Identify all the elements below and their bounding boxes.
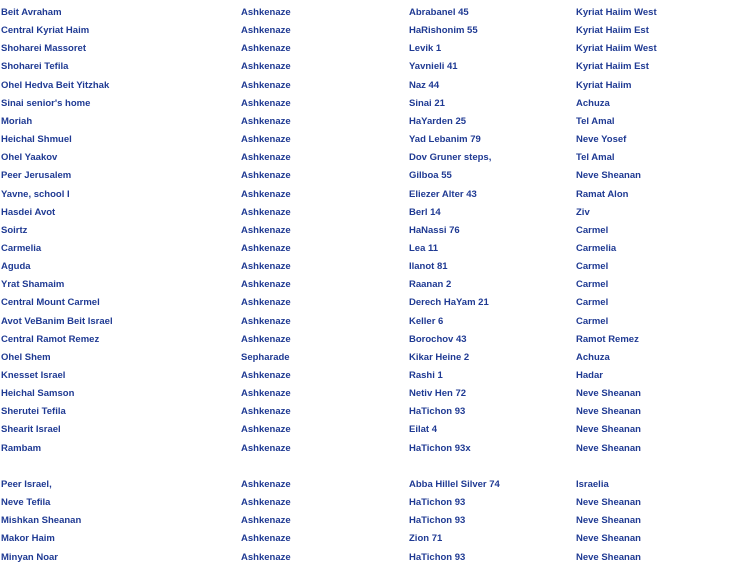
table-row <box>0 315 749 329</box>
address-cell: HaRishonim 55 <box>409 25 478 37</box>
address-cell: Kikar Heine 2 <box>409 351 470 363</box>
synagogue-name-cell: Shearit Israel <box>1 424 61 436</box>
address-cell: Levik 1 <box>409 43 442 55</box>
neighborhood-cell: Carmel <box>576 315 609 327</box>
synagogue-name-cell: Central Ramot Remez <box>1 333 100 345</box>
address-cell: Eliezer Alter 43 <box>409 188 477 200</box>
table-row <box>0 115 749 129</box>
rite-cell: Ashkenaze <box>241 388 291 400</box>
rite-cell: Ashkenaze <box>241 97 291 109</box>
synagogue-name-cell: Heichal Samson <box>1 388 75 400</box>
rite-cell: Ashkenaze <box>241 224 291 236</box>
table-row <box>0 351 749 365</box>
address-cell: Keller 6 <box>409 315 444 327</box>
synagogue-name-cell: Soirtz <box>1 224 28 236</box>
rite-cell: Ashkenaze <box>241 43 291 55</box>
neighborhood-cell: Carmelia <box>576 242 617 254</box>
rite-cell: Ashkenaze <box>241 206 291 218</box>
neighborhood-cell: Neve Sheanan <box>576 170 641 182</box>
synagogue-name-cell: Ohel Yaakov <box>1 152 58 164</box>
table-row <box>0 423 749 437</box>
synagogue-name-cell: Avot VeBanim Beit Israel <box>1 315 113 327</box>
table-row <box>0 97 749 111</box>
address-cell: HaTichon 93 <box>409 551 466 563</box>
synagogue-name-cell: Central Mount Carmel <box>1 297 100 309</box>
neighborhood-cell: Neve Sheanan <box>576 388 641 400</box>
synagogue-name-cell: Minyan Noar <box>1 551 59 563</box>
neighborhood-cell: Neve Sheanan <box>576 515 641 527</box>
synagogue-name-cell: Aguda <box>1 261 31 273</box>
rite-cell: Ashkenaze <box>241 515 291 527</box>
table-row <box>0 60 749 74</box>
rite-cell: Ashkenaze <box>241 497 291 509</box>
rite-cell: Ashkenaze <box>241 478 291 490</box>
table-row <box>0 42 749 56</box>
address-cell: Abrabanel 45 <box>409 7 469 18</box>
synagogue-name-cell: Moriah <box>1 115 33 127</box>
table-row <box>0 532 749 546</box>
address-cell: HaTichon 93x <box>409 442 471 454</box>
table-row <box>0 151 749 165</box>
neighborhood-cell: Ramot Remez <box>576 333 639 345</box>
table-row <box>0 242 749 256</box>
table-row <box>0 496 749 510</box>
synagogue-name-cell: Peer Israel, <box>1 478 52 490</box>
neighborhood-cell: Ramat Alon <box>576 188 629 200</box>
table-row <box>0 79 749 93</box>
rite-cell: Ashkenaze <box>241 551 291 563</box>
synagogue-name-cell: Knesset Israel <box>1 370 66 381</box>
rite-cell: Sepharade <box>241 351 290 363</box>
rite-cell: Ashkenaze <box>241 188 291 200</box>
address-cell: Berl 14 <box>409 206 441 218</box>
rite-cell: Ashkenaze <box>241 134 291 146</box>
neighborhood-cell: Carmel <box>576 279 609 291</box>
neighborhood-cell: Neve Sheanan <box>576 442 641 454</box>
table-row <box>0 405 749 419</box>
blank-row <box>0 460 749 474</box>
table-row <box>0 478 749 492</box>
rite-cell: Ashkenaze <box>241 333 291 345</box>
table-row <box>0 369 749 383</box>
address-cell: Ilanot 81 <box>409 261 448 273</box>
neighborhood-cell: Tel Amal <box>576 152 615 164</box>
neighborhood-cell: Carmel <box>576 224 609 236</box>
table-row <box>0 260 749 274</box>
table-row <box>0 24 749 38</box>
address-cell: HaTichon 93 <box>409 515 466 527</box>
address-cell: Naz 44 <box>409 79 440 91</box>
synagogue-name-cell: Carmelia <box>1 242 42 254</box>
synagogue-name-cell: Mishkan Sheanan <box>1 515 82 527</box>
synagogue-name-cell: Beit Avraham <box>1 7 62 18</box>
neighborhood-cell: Carmel <box>576 261 609 273</box>
table-row <box>0 133 749 147</box>
neighborhood-cell: Kyriat Haiim West <box>576 43 657 55</box>
address-cell: Abba Hillel Silver 74 <box>409 478 500 490</box>
rite-cell: Ashkenaze <box>241 25 291 37</box>
neighborhood-cell: Carmel <box>576 297 609 309</box>
address-cell: HaTichon 93 <box>409 497 466 509</box>
rite-cell: Ashkenaze <box>241 424 291 436</box>
neighborhood-cell: Achuza <box>576 97 610 109</box>
address-cell: Derech HaYam 21 <box>409 297 489 309</box>
neighborhood-cell: Neve Sheanan <box>576 424 641 436</box>
neighborhood-cell: Kyriat Haiim West <box>576 7 657 18</box>
table-row <box>0 387 749 401</box>
neighborhood-cell: Achuza <box>576 351 610 363</box>
neighborhood-cell: Neve Sheanan <box>576 533 641 545</box>
address-cell: Eilat 4 <box>409 424 437 436</box>
table-row <box>0 333 749 347</box>
rite-cell: Ashkenaze <box>241 406 291 418</box>
table-row <box>0 514 749 528</box>
synagogue-name-cell: Makor Haim <box>1 533 55 545</box>
address-cell: Lea 11 <box>409 242 439 254</box>
synagogue-name-cell: Hasdei Avot <box>1 206 56 218</box>
table-row <box>0 206 749 220</box>
table-row <box>0 6 749 20</box>
neighborhood-cell: Neve Yosef <box>576 134 627 146</box>
neighborhood-cell: Neve Sheanan <box>576 406 641 418</box>
address-cell: Zion 71 <box>409 533 443 545</box>
address-cell: Sinai 21 <box>409 97 445 109</box>
address-cell: Yavnieli 41 <box>409 61 458 73</box>
address-cell: Netiv Hen 72 <box>409 388 467 400</box>
address-cell: HaNassi 76 <box>409 224 460 236</box>
address-cell: Yad Lebanim 79 <box>409 134 481 146</box>
rite-cell: Ashkenaze <box>241 297 291 309</box>
rite-cell: Ashkenaze <box>241 370 291 381</box>
rite-cell: Ashkenaze <box>241 279 291 291</box>
synagogue-name-cell: Central Kyriat Haim <box>1 25 90 37</box>
rite-cell: Ashkenaze <box>241 7 291 18</box>
synagogue-name-cell: Peer Jerusalem <box>1 170 72 182</box>
rite-cell: Ashkenaze <box>241 315 291 327</box>
synagogue-name-cell: Sinai senior's home <box>1 97 91 109</box>
synagogue-name-cell: Rambam <box>1 442 42 454</box>
neighborhood-cell: Kyriat Haiim Est <box>576 61 649 73</box>
table-row <box>0 442 749 456</box>
rite-cell: Ashkenaze <box>241 170 291 182</box>
neighborhood-cell: Neve Sheanan <box>576 497 641 509</box>
neighborhood-cell: Kyriat Haiim Est <box>576 25 649 37</box>
synagogue-name-cell: Shoharei Massoret <box>1 43 86 55</box>
synagogue-name-cell: Heichal Shmuel <box>1 134 72 146</box>
table-row <box>0 278 749 292</box>
neighborhood-cell: Kyriat Haiim <box>576 79 632 91</box>
neighborhood-cell: Israelia <box>576 478 609 490</box>
rite-cell: Ashkenaze <box>241 61 291 73</box>
address-cell: Borochov 43 <box>409 333 467 345</box>
synagogue-name-cell: Sherutei Tefila <box>1 406 66 418</box>
rite-cell: Ashkenaze <box>241 115 291 127</box>
synagogue-name-cell: Shoharei Tefila <box>1 61 69 73</box>
synagogue-name-cell: Ohel Hedva Beit Yitzhak <box>1 79 110 91</box>
table-row <box>0 188 749 202</box>
address-cell: Rashi 1 <box>409 370 443 381</box>
synagogue-name-cell: Neve Tefila <box>1 497 51 509</box>
neighborhood-cell: Hadar <box>576 370 603 381</box>
rite-cell: Ashkenaze <box>241 242 291 254</box>
table-row <box>0 551 749 565</box>
neighborhood-cell: Neve Sheanan <box>576 551 641 563</box>
synagogue-name-cell: Yavne, school I <box>1 188 70 200</box>
address-cell: HaYarden 25 <box>409 115 467 127</box>
synagogue-name-cell: Yrat Shamaim <box>1 279 65 291</box>
neighborhood-cell: Ziv <box>576 206 590 218</box>
table-row <box>0 224 749 238</box>
rite-cell: Ashkenaze <box>241 261 291 273</box>
rite-cell: Ashkenaze <box>241 152 291 164</box>
synagogue-name-cell: Ohel Shem <box>1 351 51 363</box>
table-row <box>0 169 749 183</box>
rite-cell: Ashkenaze <box>241 533 291 545</box>
address-cell: Gilboa 55 <box>409 170 452 182</box>
address-cell: Dov Gruner steps, <box>409 152 492 164</box>
neighborhood-cell: Tel Amal <box>576 115 615 127</box>
address-cell: Raanan 2 <box>409 279 452 291</box>
rite-cell: Ashkenaze <box>241 442 291 454</box>
address-cell: HaTichon 93 <box>409 406 466 418</box>
rite-cell: Ashkenaze <box>241 79 291 91</box>
table-row <box>0 296 749 310</box>
